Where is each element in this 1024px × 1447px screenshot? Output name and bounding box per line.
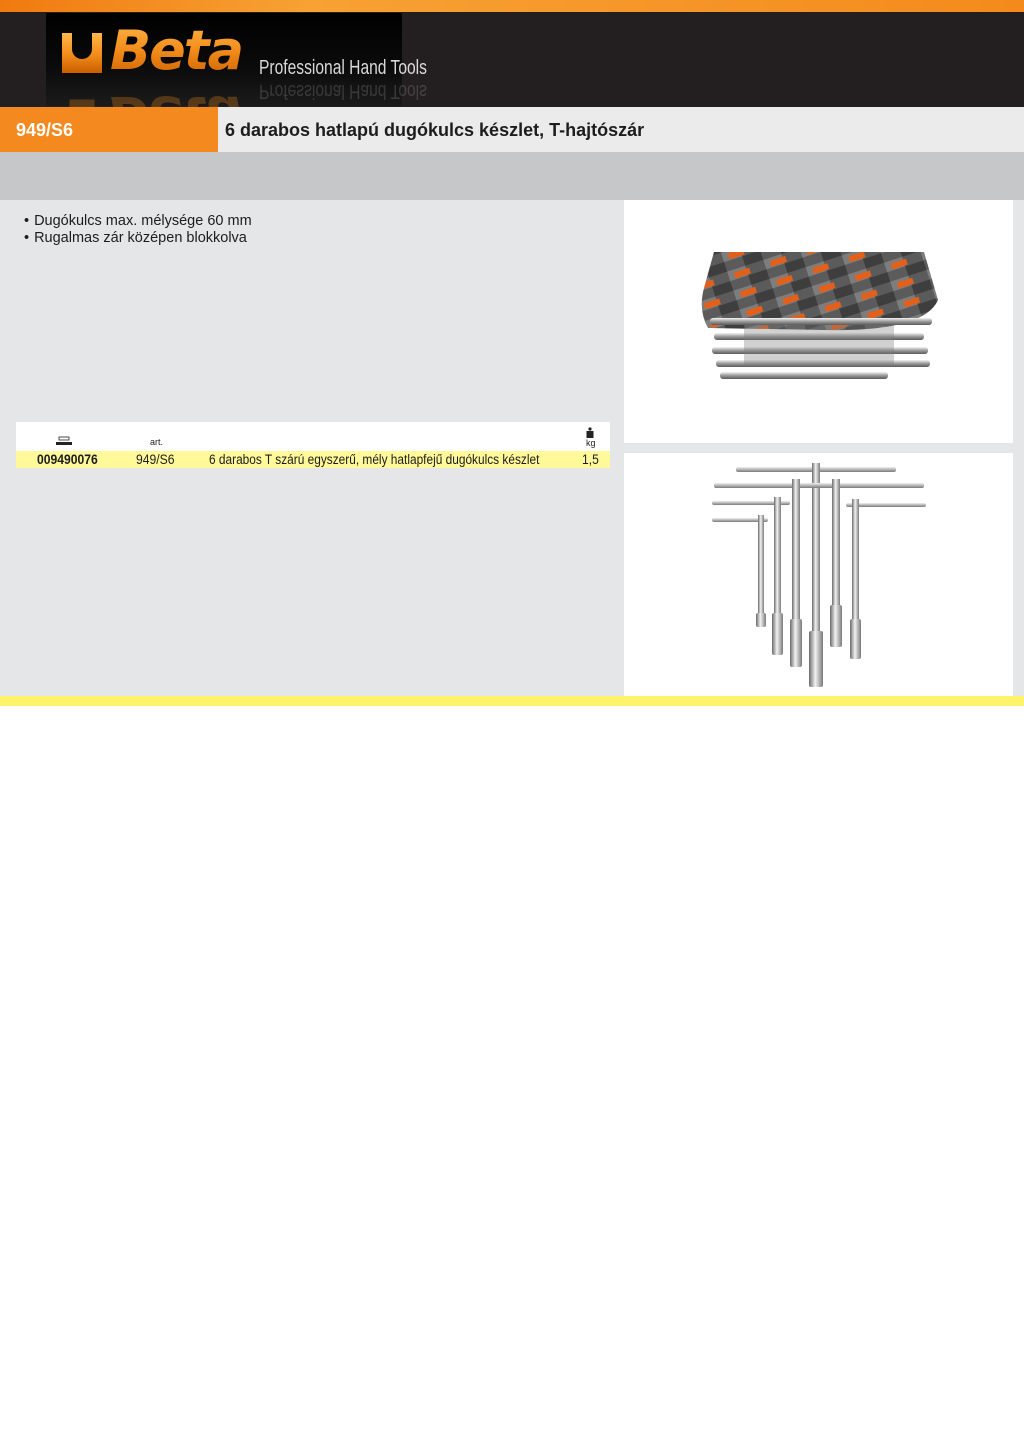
tagline-reflection: Professional Hand Tools bbox=[259, 80, 427, 102]
cell-code: 009490076 bbox=[37, 452, 98, 467]
product-code: 949/S6 bbox=[0, 107, 218, 152]
cell-description: 6 darabos T szárú egyszerű, mély hatlapfejű dugókulcs készlet bbox=[209, 452, 540, 467]
top-orange-stripe bbox=[0, 0, 1024, 12]
feature-item: • Rugalmas zár középen blokkolva bbox=[24, 230, 252, 247]
logo-wordmark: Beta bbox=[110, 19, 243, 82]
cell-weight: 1,5 bbox=[582, 452, 599, 467]
bottom-yellow-stripe bbox=[0, 696, 1024, 706]
cell-art: 949/S6 bbox=[136, 452, 175, 467]
tool-case-photo bbox=[624, 200, 1013, 443]
spec-table bbox=[16, 422, 610, 468]
t-wrench-set-photo bbox=[624, 453, 1013, 696]
section-band bbox=[0, 152, 1024, 200]
barcode-icon bbox=[56, 433, 72, 451]
t-wrenches-image bbox=[624, 453, 1013, 696]
wrench-case-image bbox=[624, 200, 1013, 443]
product-title: 6 darabos hatlapú dugókulcs készlet, T-hajtószár bbox=[218, 107, 1024, 152]
brand-tagline: Professional Hand Tools bbox=[259, 57, 427, 79]
brand-logo bbox=[46, 13, 427, 106]
feature-item: • Dugókulcs max. mélysége 60 mm bbox=[24, 213, 252, 230]
header-art: art. bbox=[150, 437, 164, 447]
wrench-logo-icon bbox=[58, 29, 106, 77]
header-kg: kg bbox=[586, 438, 596, 448]
feature-list bbox=[24, 213, 252, 247]
table-row bbox=[16, 451, 610, 468]
spec-table-header bbox=[16, 422, 610, 451]
